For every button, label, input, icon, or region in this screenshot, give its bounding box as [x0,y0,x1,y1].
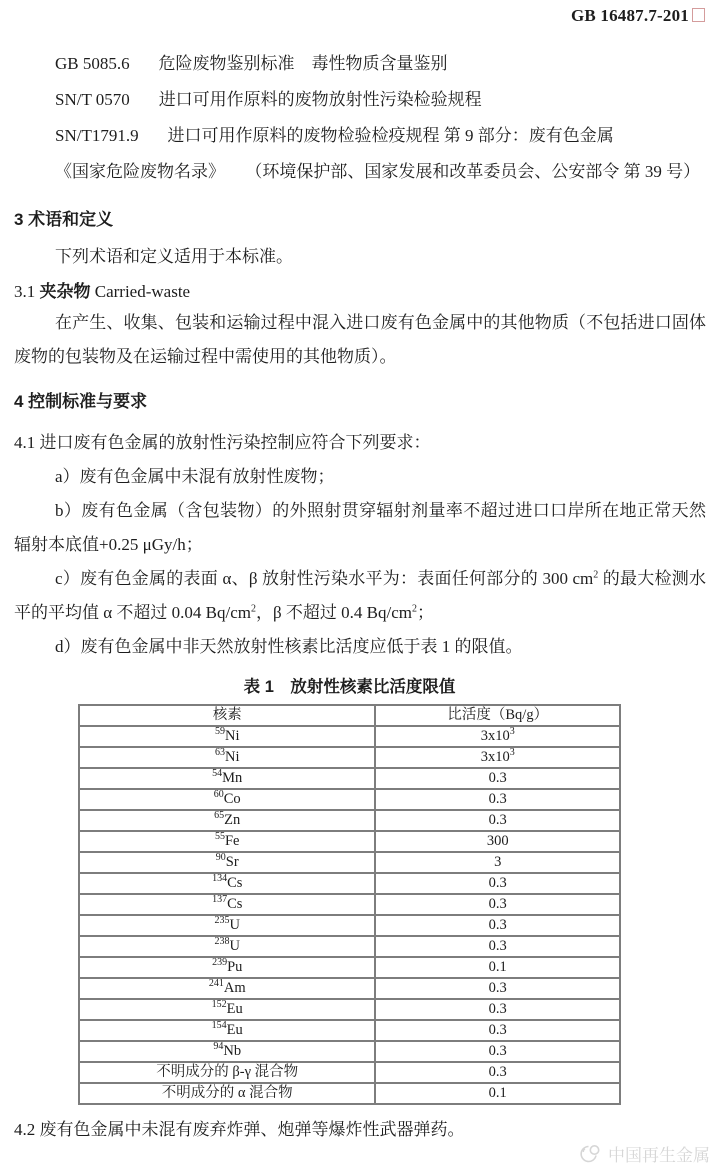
doc-code-text: GB 16487.7-201 [570,6,689,25]
activity-cell: 0.3 [375,936,620,957]
activity-cell: 0.3 [375,810,620,831]
nuclide-cell: $^{239}$Pu [79,957,375,978]
section-4-heading: 4 控制标准与要求 [14,392,148,411]
references-list [14,0,706,190]
activity-cell: $3x10^3$ [375,747,620,768]
nuclide-cell: $^{54}$Mn [79,768,375,789]
table-row [79,1041,620,1062]
activity-cell: 0.3 [375,768,620,789]
table1-container [78,704,621,1105]
nuclide-cell: $^{241}$Am [79,978,375,999]
control-item-d: d）废有色金属中非天然放射性核素比活度应低于表 1 的限值。 [55,637,523,656]
control-item-c [14,562,706,630]
mass-number-superscript: 54 [212,768,223,780]
term-definition-text: 在产生、收集、包装和运输过程中混入进口废有色金属中的其他物质（不包括进口固体废物的包装物及在运输过程中需使用的其他物质）。 [14,313,706,366]
reference-line [55,82,706,118]
mass-number-superscript: 55 [214,831,225,843]
activity-cell: 0.3 [375,894,620,915]
doc-code-placeholder-box [692,8,705,22]
text-segment: c）废有色金属的表面 α、β 放射性污染水平为：表面任何部分的 300 cm [55,569,594,588]
exponent-superscript: 3 [509,747,515,759]
table-row [79,957,620,978]
section-3-intro: 下列术语和定义适用于本标准。 [55,247,293,266]
table-row [79,1020,620,1041]
table-row [79,1062,620,1083]
reference-code: SN/T 0570 [55,90,130,109]
activity-cell: 0.3 [375,1062,620,1083]
mass-number-superscript: 59 [214,726,225,738]
clause-4-1: 4.1 进口废有色金属的放射性污染控制应符合下列要求： [14,433,431,452]
nuclide-cell: $^{60}$Co [79,789,375,810]
mass-number-superscript: 60 [213,789,224,801]
table-row [79,768,620,789]
superscript: 2 [411,603,417,615]
reference-code: 《国家危险废物名录》 [55,162,225,181]
activity-cell: 3 [375,852,620,873]
watermark [579,1141,710,1166]
nuclide-cell: 不明成分的 β-γ 混合物 [79,1062,375,1083]
nuclide-cell: $^{65}$Zn [79,810,375,831]
table-row [79,789,620,810]
column-header-activity: 比活度（Bq/g） [375,705,620,726]
nuclide-cell: $^{63}$Ni [79,747,375,768]
activity-cell: 0.3 [375,978,620,999]
cmra-logo-icon [579,1142,603,1166]
watermark-text: 中国再生金属 [608,1146,710,1165]
mass-number-superscript: 90 [215,852,226,864]
nuclide-cell: $^{238}$U [79,936,375,957]
reference-line [55,118,706,154]
activity-cell: $3x10^3$ [375,726,620,747]
nuclide-cell: $^{55}$Fe [79,831,375,852]
section-3-heading: 3 术语和定义 [14,210,114,229]
table1 [78,704,621,1105]
table-row [79,894,620,915]
term-definition-title [14,278,706,306]
table1-caption: 表 1 放射性核素比活度限值 [243,678,456,696]
activity-cell: 0.3 [375,873,620,894]
text-segment: ，β 不超过 0.4 Bq/cm [256,603,412,622]
table-row [79,852,620,873]
nuclide-cell: 不明成分的 α 混合物 [79,1083,375,1104]
reference-title: （环境保护部、国家发展和改革委员会、公安部令 第 39 号） [253,162,701,181]
reference-line [55,46,706,82]
mass-number-superscript: 65 [214,810,225,822]
nuclide-cell: $^{154}$Eu [79,1020,375,1041]
table-row [79,873,620,894]
reference-code: GB 5085.6 [55,54,130,73]
exponent-superscript: 3 [509,726,515,738]
text-segment: 的最大检测水平的平均值 α 不超过 0.04 Bq/cm [14,569,706,622]
column-header-nuclide: 核素 [79,705,375,726]
nuclide-cell: $^{90}$Sr [79,852,375,873]
activity-cell: 0.3 [375,999,620,1020]
nuclide-cell: $^{134}$Cs [79,873,375,894]
table-row [79,747,620,768]
activity-cell: 300 [375,831,620,852]
reference-title: 进口可用作原料的废物放射性污染检验规程 [158,90,482,109]
table-header-row [79,705,620,726]
nuclide-cell: $^{137}$Cs [79,894,375,915]
reference-title: 危险废物鉴别标准 毒性物质含量鉴别 [158,54,448,73]
activity-cell: 0.3 [375,1020,620,1041]
term-name-cn: 夹杂物 [39,282,91,301]
reference-title: 进口可用作原料的废物检验检疫规程 第 9 部分：废有色金属 [167,126,614,145]
table-row [79,810,620,831]
table-row [79,831,620,852]
activity-cell: 0.3 [375,1041,620,1062]
activity-cell: 0.3 [375,915,620,936]
nuclide-cell: $^{94}$Nb [79,1041,375,1062]
control-item-a: a）废有色金属中未混有放射性废物； [55,467,335,486]
mass-number-superscript: 154 [211,1020,227,1032]
table-row [79,1083,620,1104]
reference-code: SN/T1791.9 [55,126,139,145]
table-row [79,915,620,936]
clause-4-2: 4.2 废有色金属中未混有废弃炸弹、炮弹等爆炸性武器弹药。 [14,1120,465,1139]
activity-cell: 0.1 [375,957,620,978]
mass-number-superscript: 238 [214,936,230,948]
mass-number-superscript: 239 [212,957,228,969]
table-row [79,936,620,957]
doc-code [571,6,705,26]
text-segment: ； [416,603,434,622]
activity-cell: 0.1 [375,1083,620,1104]
term-name-en: Carried-waste [94,282,191,301]
nuclide-cell: $^{59}$Ni [79,726,375,747]
reference-line [55,154,706,190]
mass-number-superscript: 152 [211,999,227,1011]
mass-number-superscript: 94 [213,1041,224,1053]
mass-number-superscript: 63 [214,747,225,759]
nuclide-cell: $^{152}$Eu [79,999,375,1020]
superscript: 2 [593,569,599,581]
mass-number-superscript: 241 [208,978,224,990]
table1-body [79,726,620,1104]
table-row [79,978,620,999]
control-item-b: b）废有色金属（含包装物）的外照射贯穿辐射剂量率不超过进口口岸所在地正常天然辐射本底值+0.25 μGy/h； [14,501,706,554]
term-number: 3.1 [14,282,36,301]
superscript: 2 [251,603,256,615]
mass-number-superscript: 235 [214,915,230,927]
mass-number-superscript: 134 [212,873,228,885]
table-row [79,999,620,1020]
activity-cell: 0.3 [375,789,620,810]
nuclide-cell: $^{235}$U [79,915,375,936]
mass-number-superscript: 137 [212,894,228,906]
table-row [79,726,620,747]
